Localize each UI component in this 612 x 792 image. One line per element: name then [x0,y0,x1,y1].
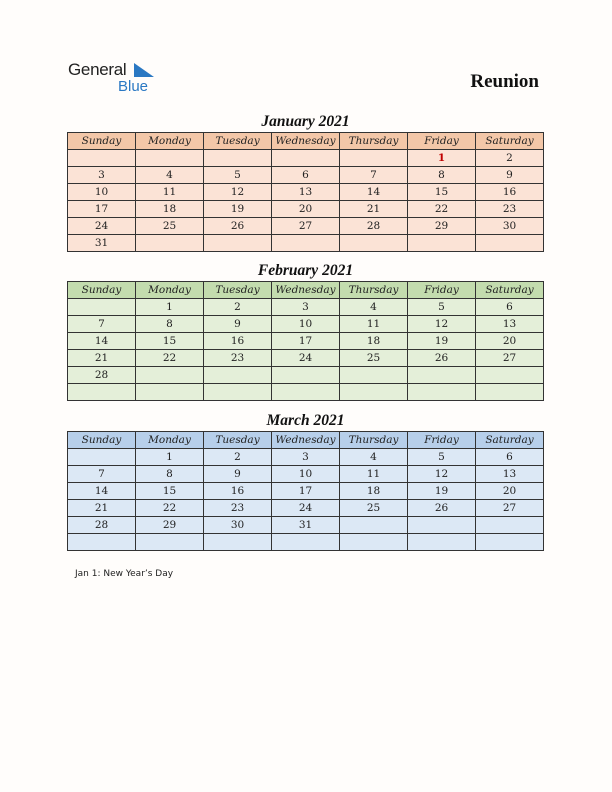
day-cell: 14 [68,483,136,500]
day-cell: 25 [340,500,408,517]
week-row [68,218,544,235]
day-cell: 18 [136,201,204,218]
day-cell [204,150,272,167]
weekday-header-monday: Monday [136,282,204,299]
day-cell [408,367,476,384]
weekday-header-friday: Friday [408,432,476,449]
day-cell: 22 [136,350,204,367]
logo-general-text: General [68,60,127,79]
day-cell [340,367,408,384]
weekday-header-wednesday: Wednesday [272,432,340,449]
weekday-header-sunday: Sunday [68,133,136,150]
day-cell: 19 [204,201,272,218]
day-cell [340,235,408,252]
day-cell: 27 [476,500,544,517]
day-cell: 26 [408,350,476,367]
weekday-header-saturday: Saturday [476,133,544,150]
day-cell [204,384,272,401]
week-row [68,150,544,167]
day-cell: 24 [68,218,136,235]
week-row [68,534,544,551]
weekday-header-thursday: Thursday [340,282,408,299]
day-cell: 21 [68,500,136,517]
day-cell: 27 [476,350,544,367]
weekday-header-thursday: Thursday [340,133,408,150]
day-cell [340,150,408,167]
weekday-header-wednesday: Wednesday [272,282,340,299]
month-title: January 2021 [261,113,350,130]
day-cell [408,517,476,534]
week-row [68,466,544,483]
day-cell: 15 [408,184,476,201]
day-cell: 19 [408,333,476,350]
day-cell: 15 [136,483,204,500]
week-row [68,201,544,218]
day-cell [272,384,340,401]
day-cell [68,299,136,316]
day-cell: 12 [204,184,272,201]
calendar-table [67,132,544,252]
week-row [68,500,544,517]
day-cell: 14 [68,333,136,350]
calendar-table [67,281,544,401]
day-cell: 30 [204,517,272,534]
day-cell [272,367,340,384]
day-cell: 4 [340,299,408,316]
weekday-header-row [68,133,544,150]
day-cell [204,235,272,252]
weekday-header-tuesday: Tuesday [204,432,272,449]
day-cell: 28 [68,517,136,534]
day-cell: 4 [136,167,204,184]
weekday-header-row [68,282,544,299]
day-cell: 6 [476,299,544,316]
day-cell: 9 [204,316,272,333]
day-cell: 2 [204,449,272,466]
generalblue-logo [68,60,168,100]
day-cell: 6 [476,449,544,466]
day-cell: 13 [476,316,544,333]
day-cell: 7 [68,316,136,333]
day-cell: 11 [340,316,408,333]
day-cell: 5 [408,449,476,466]
day-cell: 10 [68,184,136,201]
day-cell: 17 [68,201,136,218]
weekday-header-sunday: Sunday [68,282,136,299]
day-cell [340,384,408,401]
day-cell [476,384,544,401]
day-cell: 23 [204,350,272,367]
day-cell [136,384,204,401]
month-february [67,260,544,401]
day-cell: 31 [68,235,136,252]
day-cell: 13 [272,184,340,201]
day-cell: 20 [476,333,544,350]
day-cell: 29 [408,218,476,235]
day-cell: 16 [476,184,544,201]
day-cell: 27 [272,218,340,235]
day-cell: 8 [136,316,204,333]
day-cell: 25 [136,218,204,235]
day-cell: 2 [476,150,544,167]
day-cell: 30 [476,218,544,235]
day-cell [136,534,204,551]
day-cell: 8 [136,466,204,483]
day-cell [272,150,340,167]
week-row [68,316,544,333]
day-cell [204,534,272,551]
weekday-header-row [68,432,544,449]
weekday-header-monday: Monday [136,432,204,449]
day-cell: 11 [340,466,408,483]
day-cell: 10 [272,466,340,483]
day-cell: 3 [272,299,340,316]
day-cell: 21 [68,350,136,367]
day-cell: 8 [408,167,476,184]
logo-blue-text: Blue [118,78,149,95]
day-cell: 22 [136,500,204,517]
day-cell: 1 [136,449,204,466]
day-cell: 9 [204,466,272,483]
day-cell [68,449,136,466]
day-cell [476,367,544,384]
day-cell [340,517,408,534]
month-title: March 2021 [266,412,345,429]
week-row [68,367,544,384]
holiday-note: Jan 1: New Year’s Day [75,569,174,579]
day-cell: 13 [476,466,544,483]
day-cell: 1 [408,150,476,167]
week-row [68,517,544,534]
day-cell: 17 [272,483,340,500]
day-cell [408,235,476,252]
day-cell [408,384,476,401]
day-cell [476,517,544,534]
day-cell: 3 [272,449,340,466]
weekday-header-friday: Friday [408,133,476,150]
day-cell: 12 [408,466,476,483]
day-cell: 20 [476,483,544,500]
week-row [68,299,544,316]
day-cell: 15 [136,333,204,350]
week-row [68,184,544,201]
day-cell: 4 [340,449,408,466]
day-cell [68,534,136,551]
week-row [68,350,544,367]
weekday-header-friday: Friday [408,282,476,299]
day-cell: 9 [476,167,544,184]
day-cell: 18 [340,483,408,500]
day-cell: 25 [340,350,408,367]
day-cell: 28 [68,367,136,384]
week-row [68,483,544,500]
day-cell [68,150,136,167]
month-january [67,111,544,252]
day-cell [476,534,544,551]
weekday-header-wednesday: Wednesday [272,133,340,150]
day-cell: 16 [204,333,272,350]
day-cell: 23 [476,201,544,218]
day-cell: 28 [340,218,408,235]
day-cell: 31 [272,517,340,534]
day-cell: 24 [272,350,340,367]
weekday-header-monday: Monday [136,133,204,150]
day-cell [136,367,204,384]
day-cell: 5 [204,167,272,184]
weekday-header-saturday: Saturday [476,432,544,449]
day-cell: 18 [340,333,408,350]
day-cell [476,235,544,252]
day-cell [408,534,476,551]
day-cell [136,150,204,167]
weekday-header-tuesday: Tuesday [204,133,272,150]
day-cell [204,367,272,384]
day-cell: 7 [340,167,408,184]
week-row [68,384,544,401]
calendar-table [67,431,544,551]
day-cell [272,235,340,252]
day-cell: 22 [408,201,476,218]
day-cell: 26 [408,500,476,517]
day-cell: 20 [272,201,340,218]
week-row [68,449,544,466]
day-cell: 16 [204,483,272,500]
day-cell: 5 [408,299,476,316]
weekday-header-thursday: Thursday [340,432,408,449]
day-cell: 1 [136,299,204,316]
week-row [68,333,544,350]
day-cell [136,235,204,252]
day-cell [340,534,408,551]
day-cell: 26 [204,218,272,235]
day-cell: 19 [408,483,476,500]
logo-triangle-icon [134,63,154,77]
day-cell [272,534,340,551]
day-cell: 24 [272,500,340,517]
day-cell: 10 [272,316,340,333]
day-cell: 14 [340,184,408,201]
day-cell: 12 [408,316,476,333]
weekday-header-sunday: Sunday [68,432,136,449]
week-row [68,167,544,184]
week-row [68,235,544,252]
day-cell: 21 [340,201,408,218]
month-march [67,410,544,551]
day-cell: 2 [204,299,272,316]
day-cell: 17 [272,333,340,350]
region-title: Reunion [470,71,539,92]
day-cell: 7 [68,466,136,483]
day-cell: 3 [68,167,136,184]
day-cell: 23 [204,500,272,517]
weekday-header-saturday: Saturday [476,282,544,299]
day-cell: 29 [136,517,204,534]
day-cell: 6 [272,167,340,184]
day-cell: 11 [136,184,204,201]
day-cell [68,384,136,401]
weekday-header-tuesday: Tuesday [204,282,272,299]
holiday-notes [75,569,173,579]
month-title: February 2021 [257,262,354,279]
